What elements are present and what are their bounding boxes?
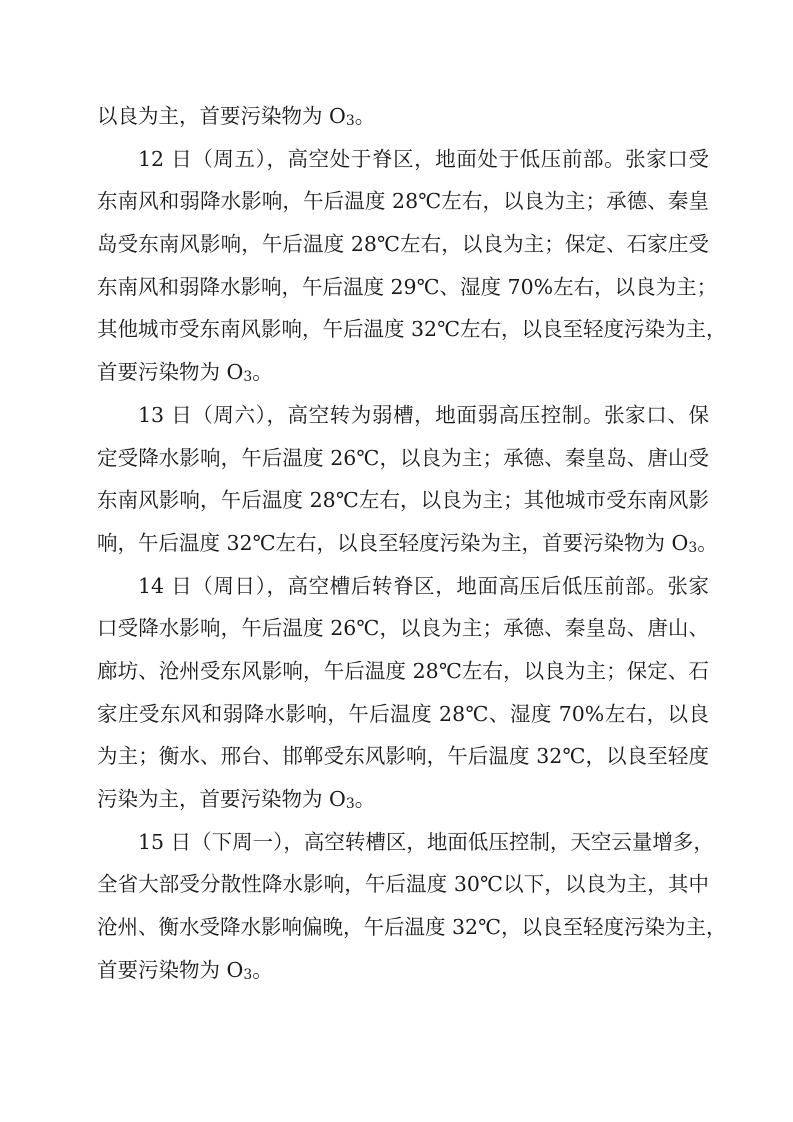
text-line (97, 735, 709, 778)
text-line (97, 138, 709, 181)
text-segment: 东南风和弱降水影响，午后温度 29℃、湿度 70%左右，以良为主； (97, 274, 718, 299)
text-segment: 以良为主，首要污染物为 O (97, 104, 346, 128)
text-segment: 其他城市受东南风影响，午后温度 32℃左右，以良至轻度污染为主， (97, 317, 727, 342)
text-segment: 沧州、衡水受降水影响偏晚，午后温度 32℃，以良至轻度污染为主， (97, 915, 727, 940)
text-line (97, 95, 709, 138)
text-line (97, 351, 709, 394)
text-line (97, 565, 709, 608)
text-line (97, 693, 709, 736)
text-line (97, 437, 709, 480)
text-segment: 为主；衡水、邢台、邯郸受东风影响，午后温度 32℃，以良至轻度 (97, 744, 709, 769)
text-segment: 定受降水影响，午后温度 26℃，以良为主；承德、秦皇岛、唐山受 (97, 445, 709, 470)
paragraph (97, 565, 709, 821)
text-line (97, 479, 709, 522)
text-segment: 。 (354, 787, 376, 811)
text-segment: 首要污染物为 O (97, 957, 244, 982)
text-line (97, 266, 718, 309)
text-segment: 。 (252, 957, 273, 982)
text-segment: 东南风和弱降水影响，午后温度 28℃左右，以良为主；承德、秦皇 (97, 189, 709, 214)
subscript: 3 (243, 369, 253, 386)
text-line (97, 394, 709, 437)
text-line (97, 522, 718, 565)
paragraph (97, 138, 727, 394)
text-segment: 口受降水影响，午后温度 26℃，以良为主；承德、秦皇岛、唐山、 (97, 616, 709, 641)
subscript: 3 (345, 796, 355, 813)
text-line (97, 906, 727, 949)
text-segment: 响，午后温度 32℃左右，以良至轻度污染为主，首要污染物为 O (97, 530, 689, 555)
text-segment: 。 (697, 530, 718, 555)
subscript: 3 (345, 113, 355, 130)
text-segment: 13 日（周六），高空转为弱槽，地面弱高压控制。张家口、保 (138, 402, 709, 427)
text-segment: 15 日（下周一），高空转槽区，地面低压控制，天空云量增多， (138, 829, 714, 854)
text-segment: 全省大部受分散性降水影响，午后温度 30℃以下，以良为主，其中 (97, 872, 709, 897)
text-line (97, 180, 709, 223)
paragraph (97, 821, 727, 992)
text-segment: 污染为主，首要污染物为 O (97, 787, 346, 811)
text-segment: 。 (252, 360, 273, 385)
text-line (97, 223, 709, 266)
subscript: 3 (688, 539, 698, 556)
text-line (97, 650, 709, 693)
text-segment: 首要污染物为 O (97, 360, 244, 385)
text-segment: 廊坊、沧州受东风影响，午后温度 28℃左右，以良为主；保定、石 (97, 658, 709, 683)
text-line (97, 778, 709, 821)
text-line (97, 949, 709, 992)
text-segment: 岛受东南风影响，午后温度 28℃左右，以良为主；保定、石家庄受 (97, 232, 709, 257)
document-body (97, 95, 727, 991)
text-segment: 东南风影响，午后温度 28℃左右，以良为主；其他城市受东南风影 (97, 488, 709, 513)
text-line (97, 308, 727, 351)
text-segment: 14 日（周日），高空槽后转脊区，地面高压后低压前部。张家 (138, 573, 709, 598)
text-line (97, 607, 709, 650)
subscript: 3 (243, 966, 253, 983)
text-line (97, 821, 714, 864)
text-line (97, 863, 709, 906)
text-segment: 12 日（周五），高空处于脊区，地面处于低压前部。张家口受 (138, 146, 709, 171)
paragraph (97, 394, 718, 565)
text-segment: 家庄受东风和弱降水影响，午后温度 28℃、湿度 70%左右，以良 (97, 701, 709, 726)
text-segment: 。 (354, 104, 376, 128)
paragraph (97, 95, 709, 138)
